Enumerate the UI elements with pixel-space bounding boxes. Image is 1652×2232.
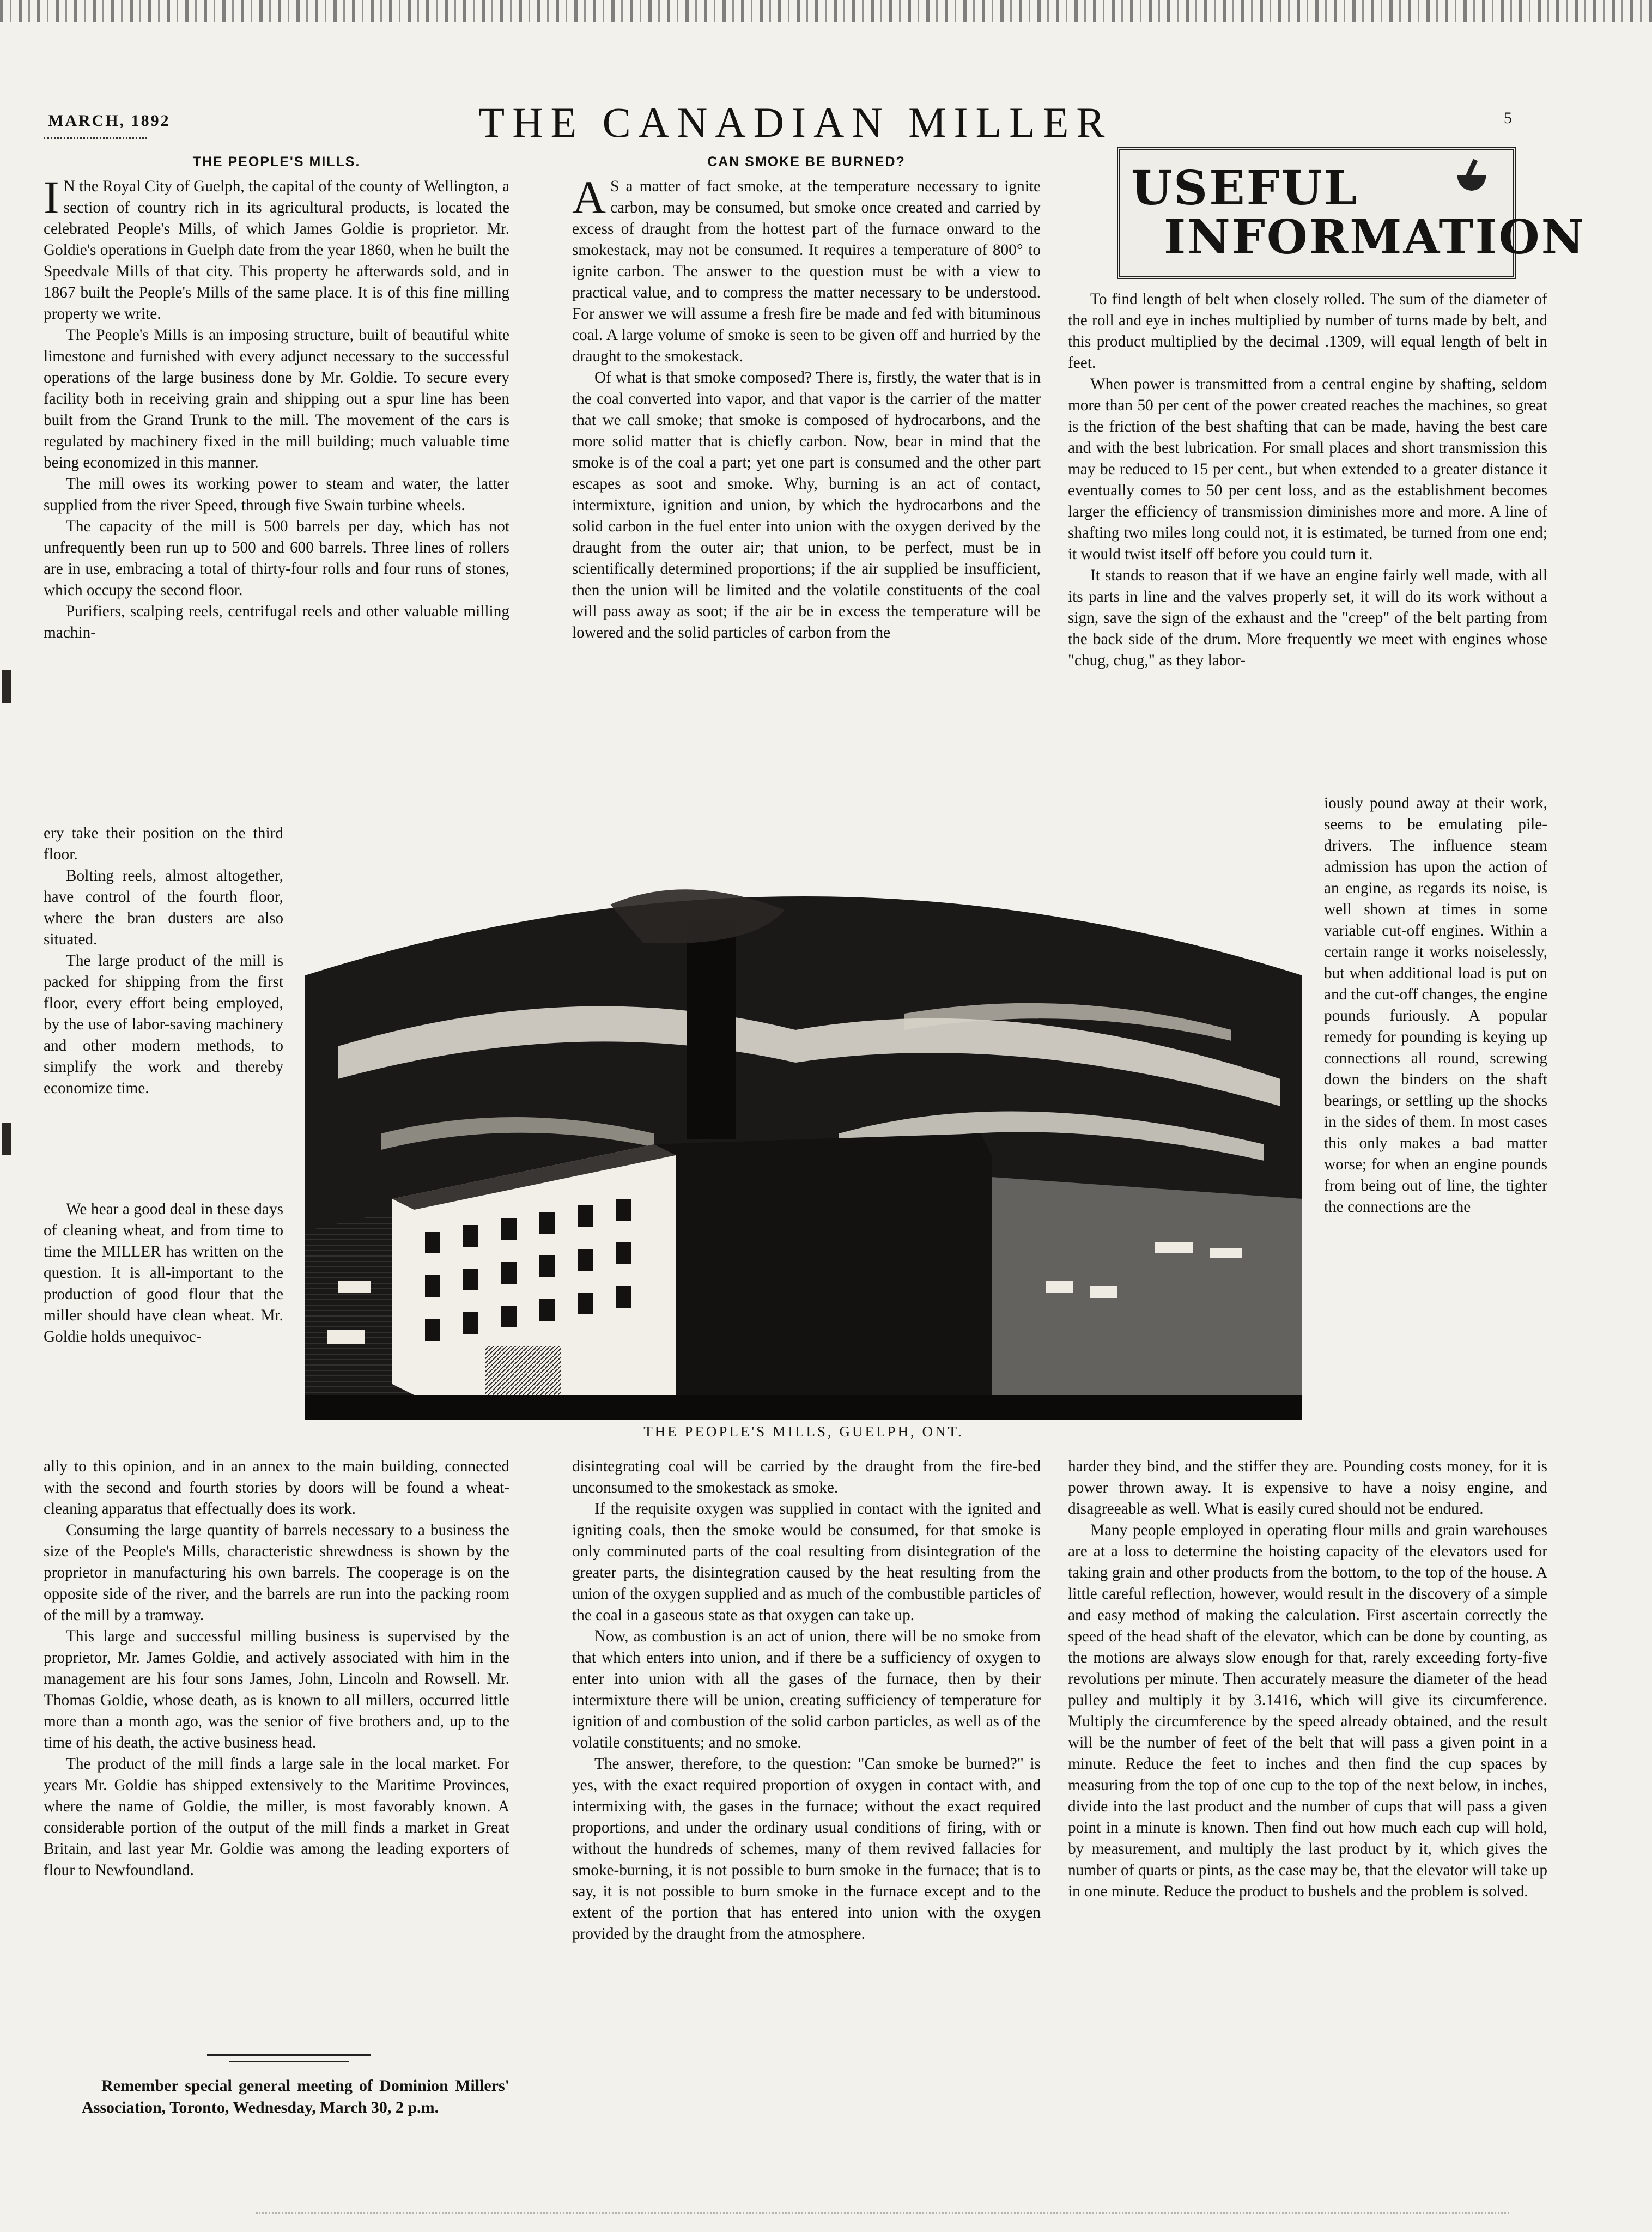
mortar-pestle-icon: [1453, 158, 1491, 196]
article-can-smoke-be-burned: [572, 151, 1041, 644]
article-paragraph: disintegrating coal will be carried by the draught from the fire-bed unconsumed to the smokestack as smoke.: [572, 1458, 1041, 1496]
article-useful-information-wrap: [1324, 793, 1547, 1218]
scan-mark: [2, 670, 11, 703]
article-paragraph: Purifiers, scalping reels, centrifugal reels and other valuable milling machin-: [44, 603, 509, 641]
article-paragraph: Many people employed in operating flour mills and grain warehouses are at a loss to determine the hoisting capacity of the elevators used for taking grain and other products from the bottom, to the top of the house. A little careful reflection, however, would result in the discovery of a simple and easy method of making the calculation. First ascertain correctly the speed of the head shaft of the elevator, which can be done by counting, as the motions are always slow enough for that, rarely exceeding forty-five revolutions per minute. Then accurately measure the diameter of the head pulley and multiply it by 3.1416, which will give its circumference. Multiply the circumference by the speed already obtained, and the result will be the number of feet of the belt that will pass a given point in a minute. Reduce the feet to inches and then find the cup spaces by measuring from the top of one cup to the top of the next below, in inches, divide into the last product and the number of cups that will pass a given point in a minute is known. Then find out how much each cup will hold, by measurement, and multiply the last product by it, which gives the number of quarts or pints, as the case may be, that the elevator will take up in one minute. Reduce the product to bushels and the problem is solved.: [1068, 1521, 1547, 1900]
article-paragraph: I N the Royal City of Guelph, the capital of the county of Wellington, a section of country rich in its agricultural products, is located the celebrated People's Mills, of which James Goldie is proprietor. Mr. Goldie's operations in Guelph date from the year 1860, when he built the Speedvale Mills of that city. This property he afterwards sold, and in 1867 built the People's Mills of the same place. It is of this fine milling property we write.: [44, 171, 509, 323]
article-paragraph: The People's Mills is an imposing structure, built of beautiful white limestone and furnished with every adjunct necessary to the successful operations of the large business done by Mr. Goldie. To secure every facility both in receiving grain and shipping out a spur line has been built from the Grand Trunk to the mill. The movement of the cars is regulated by machinery fixed in the mill building; much valuable time being economized in this manner.: [44, 326, 509, 471]
article-peoples-mills-wrap: [44, 823, 283, 1099]
useful-information-logo: [1117, 147, 1586, 279]
article-can-smoke-be-burned-continued: [572, 1456, 1041, 1945]
article-paragraph: The capacity of the mill is 500 barrels per day, which has not unfrequently been run up to 500 and 600 barrels. Three lines of rollers are in use, embracing a total of thirty-four rolls and four runs of stones, which occupy the second floor.: [44, 518, 509, 599]
article-paragraph: ery take their position on the third floor.: [44, 824, 283, 863]
article-title: CAN SMOKE BE BURNED?: [707, 154, 906, 169]
article-paragraph: Bolting reels, almost altogether, have control of the fourth floor, where the bran dusters are also situated.: [44, 867, 283, 948]
article-paragraph: The answer, therefore, to the question: "Can smoke be burned?" is yes, with the exact required proportion of oxygen in contact with, and intermixing with, the gases in the furnace; without the exact required proportions, and under the ordinary usual conditions of firing, with or without the hundreds of schemes, many of them revived fallacies for smoke-burning, it is not possible to burn smoke in the furnace; that is to say, it is not possible to burn smoke in the furnace except and to the extent of the portion that has entered into union with the oxygen provided by the draught from the atmosphere.: [572, 1755, 1041, 1943]
article-paragraph: Now, as combustion is an act of union, there will be no smoke from that which enters into union, and if there be a sufficiency of oxygen to enter into union with all the gases of the furnace, then by their intermixture there will be union, creating sufficiency of temperature for ignition of and combustion of the solid carbon particles, as well as of the volatile constituents; and no smoke.: [572, 1628, 1041, 1751]
article-peoples-mills: [44, 151, 509, 644]
article-paragraph: Of what is that smoke composed? There is, firstly, the water that is in the coal converted into vapor, and that vapor is the carrier of the matter that we call smoke; that smoke is composed of hydrocarbons, and the more solid matter that is chiefly carbon. Now, bear in mind that the smoke is of the coal a part; yet one part is consumed and the other part escapes as soot and smoke. Why, burning is an act of contact, intermixture, ignition and union, by which the hydrocarbons and the solid carbon in the fuel enter into union with the oxygen derived by the draught from the outer air; that union, to be perfect, must be in scientifically determined proportions; if the air supplied be insufficient, then the union will be limited and the volatile constituents of the coal will pass away as soot; if the air be in excess the temperature will be lowered and the solid particles of carbon from the: [572, 369, 1041, 641]
logo-line: USEFUL: [1131, 161, 1359, 216]
article-paragraph: A S a matter of fact smoke, at the temperature necessary to ignite carbon, may be consumed, but smoke once created and carried by excess of draught from the hottest part of the furnace onward to the smokestack, may not be consumed. It requires a temperature of 800° to ignite carbon. The answer to the question must be with a view to practical value, and to compress the matter necessary to be understood. For answer we will assume a fresh fire be made and fed with bituminous coal. A large volume of smoke is seen to be given off and hurried by the draught to the smokestack.: [572, 171, 1041, 365]
article-paragraph: The mill owes its working power to steam and water, the latter supplied from the river Speed, through five Swain turbine wheels.: [44, 475, 509, 514]
scan-noise-bottom: [256, 2212, 1509, 2214]
article-paragraph: iously pound away at their work, seems to be emulating pile-drivers. The influence steam admission has upon the action of an engine, as regards its noise, is well shown at times in some variable cut-off engines. Within a certain range it works noiselessly, but when additional load is put on and the cut-off changes, the engine pounds furiously. A popular remedy for pounding is keying up connections all round, screwing down the binders on the shaft bearings, or settling up the shocks in the sides of them. In most cases this only makes a bad matter worse; for when an engine pounds from being out of line, the tighter the connections are the: [1324, 794, 1547, 1216]
meeting-notice: Remember special general meeting of Dominion Millers' Association, Toronto, Wednesday, March 30, 2 p.m.: [82, 2077, 509, 2116]
article-paragraph: We hear a good deal in these days of cleaning wheat, and from time to time the MILLER has written on the question. It is all-important to the production of good flour that the miller should have clean wheat. Mr. Goldie holds unequivoc-: [44, 1200, 283, 1345]
article-paragraph: It stands to reason that if we have an engine fairly well made, with all its parts in line and the valves properly set, it will do its work without a sign, save the sign of the exhaust and the "creep" of the belt parting from the back side of the drum. More frequently we meet with engines whose "chug, chug," as they labor-: [1068, 567, 1547, 669]
article-paragraph: This large and successful milling business is supervised by the proprietor, Mr. James Goldie, and actively associated with him in the management are his four sons James, John, Lincoln and Rowsell. Mr. Thomas Goldie, whose death, as is known to all millers, occurred little more than a month ago, was the senior of five brothers and, up to the time of his death, the active business head.: [44, 1628, 509, 1751]
article-paragraph: The product of the mill finds a large sale in the local market. For years Mr. Goldie has shipped extensively to the Maritime Provinces, where the name of Goldie, the miller, is most favorably known. A considerable portion of the output of the mill finds a market in Great Britain, and last year Mr. Goldie was among the leading exporters of flour to Newfoundland.: [44, 1755, 509, 1879]
masthead: THE CANADIAN MILLER: [478, 99, 1113, 146]
article-title: THE PEOPLE'S MILLS.: [192, 154, 361, 169]
article-useful-information-continued: [1068, 1456, 1547, 1902]
article-paragraph: harder they bind, and the stiffer they are. Pounding costs money, for it is power thrown away. It is expensive to have a noisy engine, and disagreeable as well. What is easily cured should not be endured.: [1068, 1458, 1547, 1518]
article-peoples-mills-wrap: [44, 1199, 283, 1348]
drop-cap: I: [44, 171, 59, 223]
issue-date: MARCH, 1892: [48, 112, 171, 130]
mill-engraving-illustration: [305, 850, 1302, 1420]
article-paragraph: When power is transmitted from a central engine by shafting, seldom more than 50 per cent of the power created reaches the machines, so great is the friction of the best shafting that can be made, having the best care and with the best lubrication. For small places and short transmission this may be reduced to 15 per cent., but when extended to a greater distance it eventually comes to 50 per cent loss, and as the establishment becomes larger the efficiency of transmission diminishes more and more. A line of shafting two miles long could not, it is estimated, be turned from one end; it would twist itself off before you could turn it.: [1068, 375, 1547, 563]
scan-noise-top: [0, 0, 1652, 22]
section-rule: [229, 2061, 349, 2062]
article-peoples-mills-continued: [44, 1456, 509, 1881]
section-rule: [207, 2054, 371, 2056]
article-paragraph: If the requisite oxygen was supplied in contact with the ignited and igniting coals, then the smoke would be consumed, for that smoke is only comminuted parts of the coal resulting from disintegration of the greater parts, the disintegration caused by the heat resulting from the union of the oxygen supplied and as much of the combustible particles of the coal in a gaseous state as that oxygen can take up.: [572, 1500, 1041, 1624]
logo-line: INFORMATION: [1164, 210, 1586, 265]
page-number: 5: [1504, 109, 1512, 127]
article-paragraph: The large product of the mill is packed for shipping from the first floor, every effort being employed, by the use of labor-saving machinery and other modern methods, to simplify the work and thereby economize time.: [44, 952, 283, 1097]
article-useful-information: [1068, 289, 1547, 671]
drop-cap: A: [572, 171, 606, 223]
article-paragraph: Consuming the large quantity of barrels necessary to a business the size of the People's Mills, characteristic shrewdness is shown by the proprietor in manufacturing his own barrels. The cooperage is on the opposite side of the river, and the barrels are run into the packing room of the mill by a tramway.: [44, 1521, 509, 1624]
article-paragraph: ally to this opinion, and in an annex to the main building, connected with the second and fourth stories by doors will be found a wheat-cleaning apparatus that effectually does its work.: [44, 1458, 509, 1518]
date-rule: [44, 137, 147, 139]
scan-mark: [2, 1123, 11, 1155]
article-paragraph: To find length of belt when closely rolled. The sum of the diameter of the roll and eye in inches multiplied by number of turns made by belt, and this product multiplied by the decimal .1309, will equal length of belt in feet.: [1068, 290, 1547, 372]
illustration-caption: THE PEOPLE'S MILLS, GUELPH, ONT.: [643, 1423, 964, 1440]
